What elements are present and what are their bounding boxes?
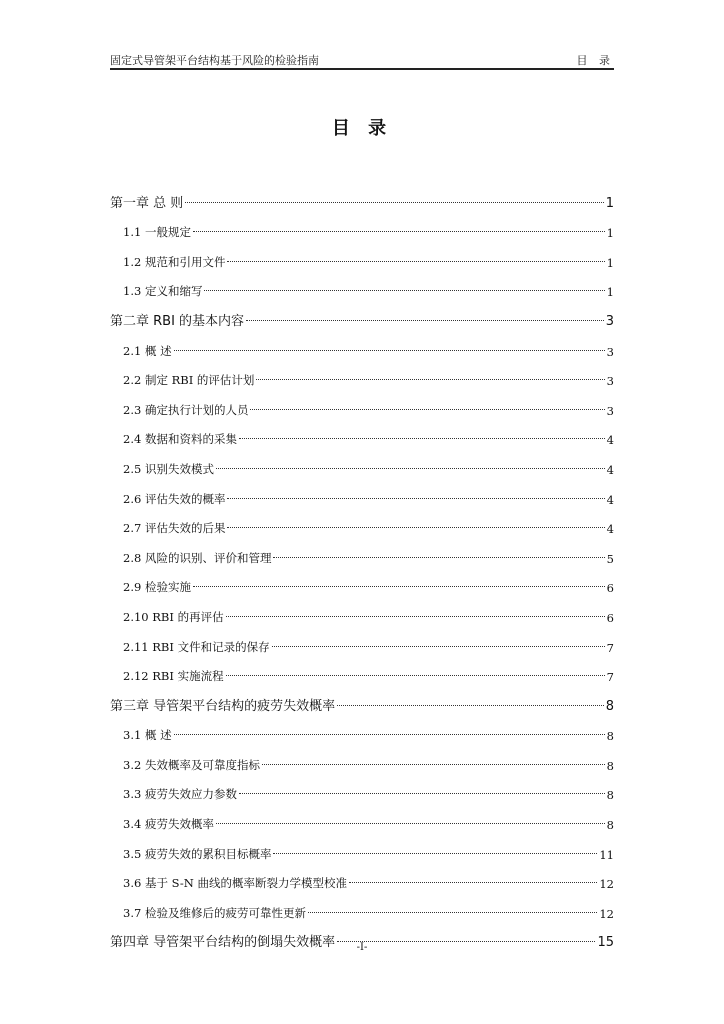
toc-section-entry[interactable] — [110, 536, 614, 566]
toc-entry-page-number: 1 — [606, 255, 614, 270]
toc-entry-label: 2.10 RBI 的再评估 — [123, 609, 224, 624]
toc-leader-dots — [193, 586, 605, 587]
toc-entry-page-number: 3 — [605, 313, 614, 329]
toc-section-entry[interactable] — [110, 773, 614, 803]
toc-section-entry[interactable] — [110, 477, 614, 507]
toc-section-entry[interactable] — [110, 832, 614, 862]
toc-leader-dots — [216, 468, 605, 469]
toc-entry-page-number: 6 — [606, 581, 614, 596]
toc-entry-label: 3.3 疲劳失效应力参数 — [123, 787, 237, 802]
toc-section-entry[interactable] — [110, 507, 614, 537]
toc-entry-page-number: 7 — [606, 640, 614, 655]
toc-entry-page-number: 4 — [606, 492, 614, 507]
toc-leader-dots — [226, 675, 605, 676]
toc-entry-label: 2.11 RBI 文件和记录的保存 — [123, 639, 270, 654]
toc-entry-label: 第三章 导管架平台结构的疲劳失效概率 — [110, 698, 336, 714]
toc-entry-label: 2.4 数据和资料的采集 — [123, 432, 237, 447]
toc-entry-label: 3.6 基于 S-N 曲线的概率断裂力学模型校准 — [123, 876, 348, 891]
toc-entry-page-number: 8 — [606, 729, 614, 744]
header-document-title: 固定式导管架平台结构基于风险的检验指南 — [110, 54, 319, 67]
toc-entry-page-number: 8 — [606, 788, 614, 803]
toc-entry-page-number: 7 — [606, 670, 614, 685]
toc-section-entry[interactable] — [110, 743, 614, 773]
toc-section-entry[interactable] — [110, 566, 614, 596]
toc-chapter-entry[interactable] — [110, 684, 614, 714]
page-header — [110, 50, 614, 68]
toc-entry-label: 2.1 概 述 — [123, 343, 172, 358]
toc-leader-dots — [273, 557, 604, 558]
toc-entry-page-number: 8 — [605, 698, 614, 714]
toc-leader-dots — [349, 882, 597, 883]
toc-leader-dots — [308, 912, 597, 913]
toc-entry-label: 第四章 导管架平台结构的倒塌失效概率 — [110, 935, 336, 951]
toc-entry-label: 第一章 总 则 — [110, 195, 184, 211]
toc-entry-label: 3.2 失效概率及可靠度指标 — [123, 757, 260, 772]
toc-entry-page-number: 8 — [606, 758, 614, 773]
toc-section-entry[interactable] — [110, 655, 614, 685]
toc-entry-page-number: 15 — [597, 935, 614, 951]
toc-leader-dots — [204, 290, 604, 291]
toc-entry-label: 2.7 评估失效的后果 — [123, 521, 226, 536]
toc-entry-label: 3.4 疲劳失效概率 — [123, 817, 214, 832]
toc-entry-page-number: 3 — [606, 403, 614, 418]
toc-entry-page-number: 11 — [599, 847, 614, 862]
toc-entry-label: 2.3 确定执行计划的人员 — [123, 402, 249, 417]
header-section-title: 目 录 — [576, 54, 614, 67]
toc-section-entry[interactable] — [110, 388, 614, 418]
toc-entry-label: 2.12 RBI 实施流程 — [123, 669, 224, 684]
toc-leader-dots — [337, 705, 604, 706]
toc-entry-page-number: 4 — [606, 522, 614, 537]
toc-leader-dots — [185, 202, 603, 203]
toc-entry-page-number: 3 — [606, 374, 614, 389]
toc-entry-page-number: 4 — [606, 433, 614, 448]
page-number: -I- — [356, 942, 368, 953]
toc-leader-dots — [174, 350, 605, 351]
toc-section-entry[interactable] — [110, 595, 614, 625]
toc-leader-dots — [227, 498, 604, 499]
toc-entry-label: 3.7 检验及维修后的疲劳可靠性更新 — [123, 905, 306, 920]
toc-leader-dots — [216, 823, 605, 824]
toc-section-entry[interactable] — [110, 359, 614, 389]
toc-leader-dots — [227, 527, 604, 528]
toc-chapter-entry[interactable] — [110, 181, 614, 211]
toc-leader-dots — [226, 616, 605, 617]
toc-leader-dots — [227, 261, 604, 262]
toc-leader-dots — [256, 379, 604, 380]
toc-section-entry[interactable] — [110, 447, 614, 477]
toc-leader-dots — [239, 438, 605, 439]
toc-entry-page-number: 5 — [606, 551, 614, 566]
toc-entry-page-number: 3 — [606, 344, 614, 359]
toc-entry-label: 2.6 评估失效的概率 — [123, 491, 226, 506]
toc-entry-label: 2.2 制定 RBI 的评估计划 — [123, 373, 255, 388]
toc-section-entry[interactable] — [110, 270, 614, 300]
toc-leader-dots — [272, 646, 605, 647]
toc-leader-dots — [273, 853, 597, 854]
toc-entry-page-number: 12 — [599, 906, 614, 921]
toc-entry-page-number: 12 — [599, 877, 614, 892]
toc-section-entry[interactable] — [110, 418, 614, 448]
toc-leader-dots — [246, 320, 604, 321]
toc-section-entry[interactable] — [110, 211, 614, 241]
toc-entry-page-number: 1 — [606, 285, 614, 300]
toc-entry-page-number: 6 — [606, 610, 614, 625]
toc-leader-dots — [262, 764, 605, 765]
toc-entry-page-number: 4 — [606, 462, 614, 477]
toc-entry-label: 3.1 概 述 — [123, 728, 172, 743]
toc-section-entry[interactable] — [110, 802, 614, 832]
header-rule — [110, 68, 614, 70]
toc-entry-label: 2.8 风险的识别、评价和管理 — [123, 550, 272, 565]
toc-section-entry[interactable] — [110, 240, 614, 270]
toc-entry-page-number: 1 — [606, 226, 614, 241]
toc-entry-label: 2.9 检验实施 — [123, 580, 191, 595]
table-of-contents — [110, 181, 614, 950]
toc-entry-label: 1.3 定义和缩写 — [123, 284, 203, 299]
toc-section-entry[interactable] — [110, 625, 614, 655]
toc-entry-page-number: 8 — [606, 818, 614, 833]
toc-section-entry[interactable] — [110, 329, 614, 359]
toc-entry-label: 3.5 疲劳失效的累积目标概率 — [123, 846, 272, 861]
toc-section-entry[interactable] — [110, 714, 614, 744]
toc-section-entry[interactable] — [110, 891, 614, 921]
toc-leader-dots — [174, 734, 605, 735]
page-title: 目 录 — [331, 118, 393, 139]
toc-entry-label: 第二章 RBI 的基本内容 — [110, 313, 245, 329]
toc-entry-label: 2.5 识别失效模式 — [123, 461, 214, 476]
toc-chapter-entry[interactable] — [110, 299, 614, 329]
toc-entry-page-number: 1 — [605, 195, 614, 211]
toc-entry-label: 1.1 一般规定 — [123, 225, 191, 240]
toc-leader-dots — [193, 231, 605, 232]
toc-entry-label: 1.2 规范和引用文件 — [123, 254, 226, 269]
toc-leader-dots — [239, 793, 605, 794]
toc-leader-dots — [250, 409, 604, 410]
toc-section-entry[interactable] — [110, 862, 614, 892]
